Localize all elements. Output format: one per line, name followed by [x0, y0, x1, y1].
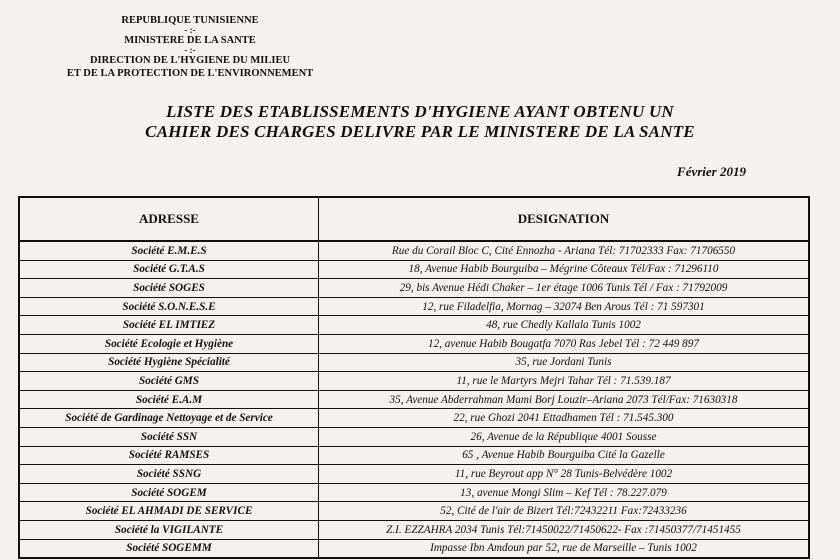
- company-name: Société E.A.M: [19, 390, 319, 409]
- company-name: Société GMS: [19, 372, 319, 391]
- company-name: Société Hygiène Spécialité: [19, 353, 319, 372]
- table-row: [19, 260, 809, 279]
- company-address: Impasse Ibn Amdoun par 52, rue de Marseille – Tunis 1002: [319, 539, 810, 558]
- company-address: 12, avenue Habib Bougatfa 7070 Ras Jebel Tél : 72 449 897: [319, 334, 810, 353]
- table-row: [19, 502, 809, 521]
- company-name: Société G.T.A.S: [19, 260, 319, 279]
- company-address: Z.I. EZZAHRA 2034 Tunis Tél:71450022/71450622- Fax :71450377/71451455: [319, 520, 810, 539]
- table-row: [19, 297, 809, 316]
- company-address: 18, Avenue Habib Bourguiba – Mégrine Côteaux Tél/Fax : 71296110: [319, 260, 810, 279]
- establishments-table-wrapper: [18, 196, 810, 559]
- company-name: Société SOGEM: [19, 483, 319, 502]
- establishments-table: [18, 196, 810, 559]
- company-address: 29, bis Avenue Hédi Chaker – 1er étage 1006 Tunis Tél / Fax : 71792009: [319, 279, 810, 298]
- table-row: [19, 520, 809, 539]
- title-line-1: LISTE DES ETABLISSEMENTS D'HYGIENE AYANT OBTENU UN: [166, 102, 674, 121]
- title-line-2: CAHIER DES CHARGES DELIVRE PAR LE MINISTERE DE LA SANTE: [145, 122, 695, 141]
- company-address: 22, rue Ghozi 2041 Ettadhamen Tél : 71.545.300: [319, 409, 810, 428]
- company-name: Société EL AHMADI DE SERVICE: [19, 502, 319, 521]
- header-separator-2: - :-: [184, 45, 196, 55]
- company-address: 65 , Avenue Habib Bourguiba Cité la Gazelle: [319, 446, 810, 465]
- document-date: Février 2019: [677, 164, 746, 179]
- company-address: 11, rue le Martyrs Mejri Tahar Tél : 71.539.187: [319, 372, 810, 391]
- table-row: [19, 465, 809, 484]
- company-name: Société S.O.N.E.S.E: [19, 297, 319, 316]
- ministry-header: [60, 14, 320, 80]
- company-name: Société E.M.E.S: [19, 241, 319, 260]
- column-header-designation: DESIGNATION: [319, 197, 810, 241]
- company-address: 12, rue Filadelfia, Mornag – 32074 Ben Arous Tél : 71 597301: [319, 297, 810, 316]
- table-row: [19, 390, 809, 409]
- table-row: [19, 372, 809, 391]
- header-separator: - :-: [184, 25, 196, 35]
- company-name: Société SSN: [19, 427, 319, 446]
- company-name: Société SSNG: [19, 465, 319, 484]
- company-address: 26, Avenue de la République 4001 Sousse: [319, 427, 810, 446]
- column-header-adresse: ADRESSE: [19, 197, 319, 241]
- header-country: REPUBLIQUE TUNISIENNE: [121, 15, 259, 26]
- company-name: Société SOGES: [19, 279, 319, 298]
- company-address: 35, Avenue Abderrahman Mami Borj Louzir–Ariana 2073 Tél/Fax: 71630318: [319, 390, 810, 409]
- table-row: [19, 446, 809, 465]
- table-header-row: [19, 197, 809, 241]
- table-row: [19, 279, 809, 298]
- header-ministry: MINISTERE DE LA SANTE: [124, 35, 256, 46]
- company-name: Société la VIGILANTE: [19, 520, 319, 539]
- table-row: [19, 427, 809, 446]
- company-address: 35, rue Jordani Tunis: [319, 353, 810, 372]
- table-row: [19, 334, 809, 353]
- header-direction: DIRECTION DE L'HYGIENE DU MILIEU: [89, 55, 291, 66]
- company-name: Société RAMSES: [19, 446, 319, 465]
- table-row: [19, 539, 809, 558]
- company-address: 11, rue Beyrout app N° 28 Tunis-Belvédère 1002: [319, 465, 810, 484]
- company-address: 48, rue Chedly Kallala Tunis 1002: [319, 316, 810, 335]
- company-address: 13, avenue Mongi Slim – Kef Tél : 78.227.079: [319, 483, 810, 502]
- document-title: [0, 102, 840, 142]
- header-direction-2: ET DE LA PROTECTION DE L'ENVIRONNEMENT: [66, 68, 314, 79]
- table-row: [19, 409, 809, 428]
- table-row: [19, 241, 809, 260]
- company-name: Société Ecologie et Hygiène: [19, 334, 319, 353]
- table-row: [19, 353, 809, 372]
- company-name: Société EL IMTIEZ: [19, 316, 319, 335]
- company-address: Rue du Corail Bloc C, Cité Ennozha - Ariana Tél: 71702333 Fax: 71706550: [319, 241, 810, 260]
- company-name: Société SOGEMM: [19, 539, 319, 558]
- table-body: [19, 241, 809, 558]
- table-row: [19, 483, 809, 502]
- company-address: 52, Cité de l'air de Bizert Tél:72432211 Fax:72433236: [319, 502, 810, 521]
- company-name: Société de Gardinage Nettoyage et de Service: [19, 409, 319, 428]
- table-row: [19, 316, 809, 335]
